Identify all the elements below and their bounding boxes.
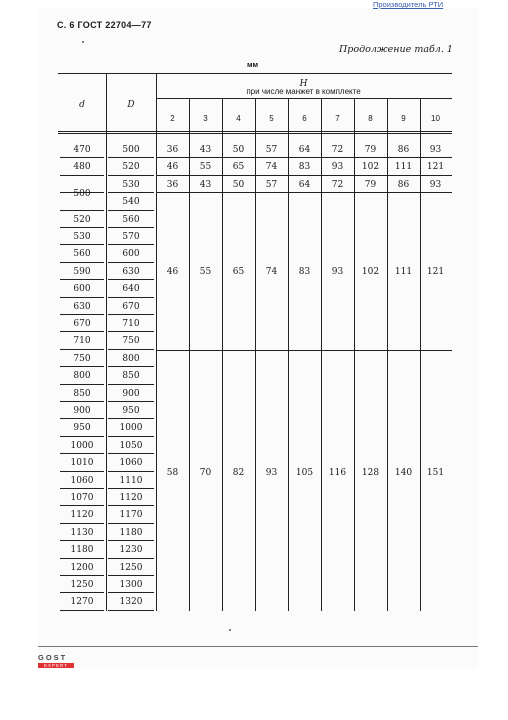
row-rule-d [60, 210, 104, 211]
cell-D: 570 [122, 232, 140, 242]
row-rule-D [108, 401, 154, 402]
row-rule-D [108, 418, 154, 419]
cell-d: 1000 [70, 440, 94, 451]
row-rule-D [108, 558, 154, 559]
manufacturer-link[interactable]: Производитель РТИ [373, 0, 444, 9]
cell-D: 670 [122, 301, 140, 312]
cell-d: 480 [73, 162, 91, 173]
cell-D: 1250 [119, 562, 143, 573]
row-rule-d [60, 418, 104, 419]
h-row-rule [156, 157, 452, 158]
row-rule-d [60, 175, 104, 176]
row-rule-d [60, 279, 104, 280]
cell-H-group: 93 [265, 468, 278, 479]
count-header: 10 [431, 114, 440, 123]
cell-H-group: 83 [298, 266, 311, 277]
cell-D: 530 [122, 179, 140, 190]
cell-H: 93 [429, 145, 442, 155]
cell-H-group: 128 [361, 468, 380, 479]
row-rule-d [60, 505, 104, 506]
column-header-H: H [299, 79, 308, 89]
count-header: 5 [269, 114, 274, 123]
cell-d: 950 [73, 423, 91, 434]
cell-d: 1200 [70, 562, 94, 573]
cell-D: 1180 [119, 527, 143, 538]
cell-D: 800 [122, 353, 140, 364]
row-rule-D [108, 157, 154, 158]
cell-D: 1170 [119, 510, 143, 521]
cell-D: 1320 [119, 597, 143, 608]
row-rule-D [108, 210, 154, 211]
cell-D: 540 [122, 197, 140, 208]
cell-D: 750 [122, 336, 140, 347]
row-rule-D [108, 575, 154, 576]
row-rule-D [108, 384, 154, 385]
cell-D: 640 [122, 284, 140, 295]
scan-speck [229, 629, 231, 631]
table-top-rule [58, 73, 452, 74]
cell-D: 500 [122, 145, 140, 155]
cell-H: 43 [199, 145, 212, 155]
cell-D: 560 [122, 214, 140, 225]
cell-H: 65 [232, 162, 245, 173]
cell-H: 72 [331, 179, 344, 190]
row-rule-d [60, 262, 104, 263]
cell-H-group: 121 [426, 266, 445, 277]
cell-H: 64 [298, 145, 311, 155]
row-rule-d [60, 453, 104, 454]
count-header: 6 [302, 114, 307, 123]
row-rule-D [108, 175, 154, 176]
cell-d: 850 [73, 388, 91, 399]
cell-H: 79 [364, 145, 377, 155]
cell-d: 630 [73, 301, 91, 312]
count-header: 3 [203, 114, 208, 123]
row-rule-d [60, 610, 104, 611]
column-header-D: D [127, 100, 135, 110]
cell-H-group: 65 [232, 266, 245, 277]
row-rule-d [60, 366, 104, 367]
cell-H-group: 111 [394, 266, 413, 277]
cell-D: 1300 [119, 580, 143, 590]
cell-D: 630 [122, 266, 140, 277]
cell-d: 530 [73, 232, 91, 242]
row-rule-D [108, 349, 154, 350]
cell-H-group: 105 [295, 468, 314, 479]
row-rule-d [60, 297, 104, 298]
header-sub-rule [156, 98, 452, 99]
row-rule-d [60, 244, 104, 245]
cell-d: 750 [73, 353, 91, 364]
continuation-label: Продолжение табл. 1 [339, 44, 453, 55]
row-rule-d [60, 157, 104, 158]
row-rule-D [108, 366, 154, 367]
cell-H-group: 46 [166, 266, 179, 277]
cell-H: 86 [397, 179, 410, 190]
row-rule-D [108, 592, 154, 593]
count-header: 2 [170, 114, 175, 123]
row-rule-D [108, 540, 154, 541]
row-rule-d [60, 592, 104, 593]
cell-D: 710 [122, 319, 140, 329]
cell-D: 850 [122, 371, 140, 382]
cell-H: 74 [265, 162, 278, 173]
cell-D: 1120 [119, 493, 143, 503]
gost-expert-logo: GOST EXPERT [38, 654, 74, 668]
cell-d: 1070 [70, 493, 94, 503]
count-header: 7 [335, 114, 340, 123]
cell-d: 1010 [70, 458, 94, 469]
cell-H: 93 [331, 162, 344, 173]
cell-d: 1270 [70, 597, 94, 608]
cell-d: 1120 [70, 510, 94, 521]
cell-d: 560 [73, 249, 91, 260]
count-header: 4 [236, 114, 241, 123]
row-rule-d [60, 488, 104, 489]
row-rule-D [108, 453, 154, 454]
h-row-rule [156, 192, 452, 193]
row-rule-D [108, 227, 154, 228]
cell-H-group: 58 [166, 468, 179, 479]
row-rule-d [60, 349, 104, 350]
cell-H: 36 [166, 179, 179, 190]
row-rule-d [60, 384, 104, 385]
cell-D: 1110 [119, 475, 143, 486]
row-rule-d [60, 540, 104, 541]
cell-D: 1050 [119, 440, 143, 451]
cell-D: 1060 [119, 458, 143, 469]
row-rule-D [108, 262, 154, 263]
cell-H: 55 [199, 162, 212, 173]
cell-H: 86 [397, 145, 410, 155]
cell-H-group: 151 [426, 468, 445, 479]
cell-H: 57 [265, 145, 278, 155]
row-rule-D [108, 436, 154, 437]
cell-d: 470 [73, 145, 91, 155]
column-header-d: d [79, 100, 85, 110]
count-header: 9 [401, 114, 406, 123]
scan-speck [82, 41, 84, 43]
cell-H: 64 [298, 179, 311, 190]
row-rule-d [60, 331, 104, 332]
cell-d: 710 [73, 336, 91, 347]
cell-d: 1250 [70, 580, 94, 590]
cell-H-group: 93 [331, 266, 344, 277]
row-rule-D [108, 244, 154, 245]
row-rule-D [108, 505, 154, 506]
row-rule-d [60, 575, 104, 576]
cell-d: 1060 [70, 475, 94, 486]
cell-d: 670 [73, 319, 91, 329]
row-rule-D [108, 610, 154, 611]
row-rule-D [108, 488, 154, 489]
cell-D: 900 [122, 388, 140, 399]
cell-H: 83 [298, 162, 311, 173]
row-rule-D [108, 331, 154, 332]
cell-D: 1230 [119, 545, 143, 556]
row-rule-d [60, 523, 104, 524]
cell-d: 1130 [70, 527, 94, 538]
cell-D: 950 [122, 406, 140, 416]
group-rule [156, 350, 452, 351]
cell-H-group: 102 [361, 266, 380, 277]
column-header-H-caption: при числе манжет в комплекте [246, 87, 361, 96]
cell-D: 600 [122, 249, 140, 260]
row-rule-d [60, 471, 104, 472]
page-header: С. 6 ГОСТ 22704—77 [57, 20, 152, 30]
cell-d: 800 [73, 371, 91, 382]
row-rule-D [108, 279, 154, 280]
cell-H-group: 74 [265, 266, 278, 277]
row-rule-d [60, 227, 104, 228]
row-rule-D [108, 314, 154, 315]
row-rule-d [60, 558, 104, 559]
row-rule-d [60, 436, 104, 437]
cell-H: 111 [394, 162, 413, 173]
cell-D: 1000 [119, 423, 143, 434]
cell-H-group: 55 [199, 266, 212, 277]
cell-H: 102 [361, 162, 380, 173]
cell-H-group: 70 [199, 468, 212, 479]
cell-H: 43 [199, 179, 212, 190]
cell-H: 79 [364, 179, 377, 190]
cell-d: 520 [73, 214, 91, 225]
row-rule-d [60, 401, 104, 402]
cell-d: 500 [73, 188, 91, 199]
row-rule-D [108, 471, 154, 472]
cell-d: 1180 [70, 545, 94, 556]
cell-H: 50 [232, 179, 245, 190]
cell-H: 36 [166, 145, 179, 155]
cell-d: 600 [73, 284, 91, 295]
cell-H: 93 [429, 179, 442, 190]
footer-divider [38, 646, 478, 647]
cell-H: 57 [265, 179, 278, 190]
row-rule-D [108, 297, 154, 298]
cell-H: 46 [166, 162, 179, 173]
cell-H: 121 [426, 162, 445, 173]
row-rule-D [108, 523, 154, 524]
row-rule-D [108, 192, 154, 193]
cell-H-group: 116 [328, 468, 347, 479]
h-row-rule [156, 175, 452, 176]
count-header: 8 [368, 114, 373, 123]
cell-H-group: 82 [232, 468, 245, 479]
cell-d: 590 [73, 266, 91, 277]
cell-H-group: 140 [394, 468, 413, 479]
cell-d: 900 [73, 406, 91, 416]
row-rule-d [60, 314, 104, 315]
cell-H: 50 [232, 145, 245, 155]
cell-D: 520 [122, 162, 140, 173]
cell-H: 72 [331, 145, 344, 155]
unit-label: мм [247, 60, 259, 69]
